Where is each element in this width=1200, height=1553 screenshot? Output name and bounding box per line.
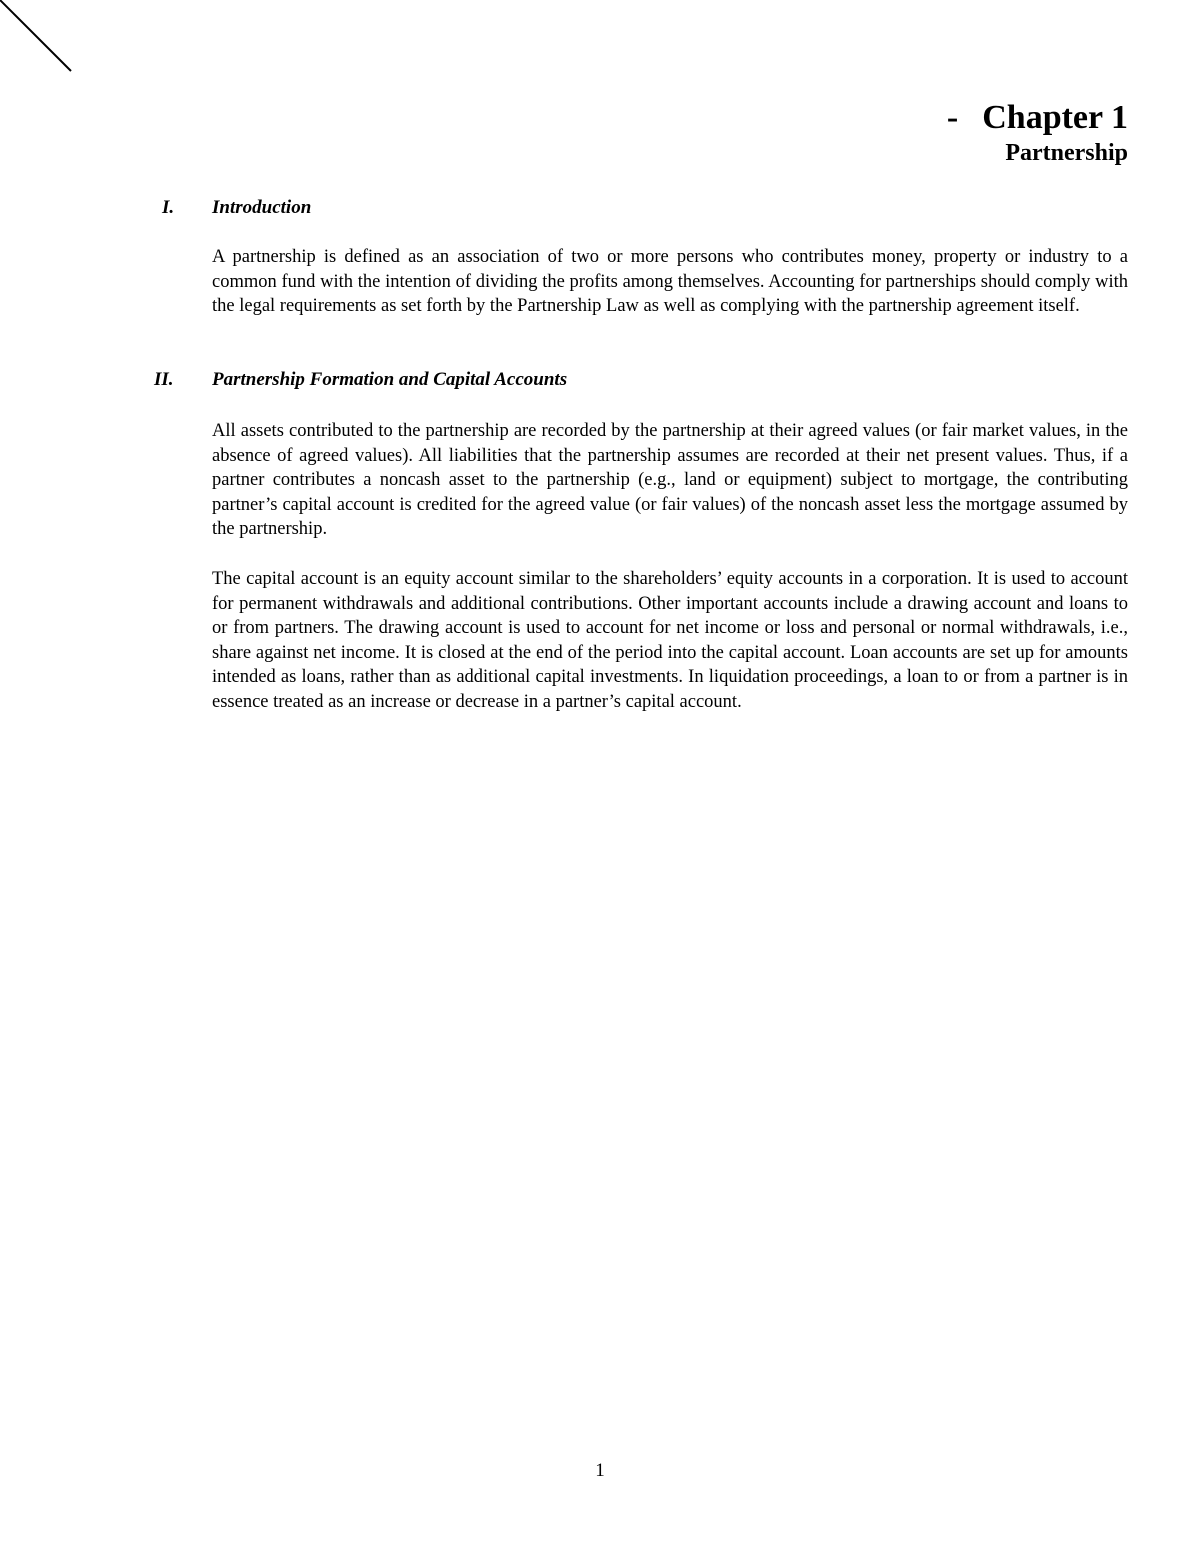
chapter-title-text: Chapter 1 [982, 99, 1128, 136]
section-heading-text: Introduction [212, 197, 312, 218]
section-heading-text: Partnership Formation and Capital Accounts [212, 369, 568, 390]
corner-diagonal-line [0, 0, 80, 80]
chapter-subtitle: Partnership [1005, 140, 1128, 166]
paragraph-assets-contributed: All assets contributed to the partnership are recorded by the partnership at their agreed values (or fair market values, in the absence of agreed values). All liabilities that the partnership assumes are recorded at their net present values. Thus, if a partner contributes a noncash asset to the partnership (e.g., land or equipment) subject to mortgage, the contributing partner’s capital account is credited for the agreed value (or fair values) of the noncash asset less the mortgage assumed by the partnership. [212, 421, 1128, 540]
paragraph-capital-account: The capital account is an equity account similar to the shareholders’ equity accounts in a corporation. It is used to account for permanent withdrawals and additional contributions. Other important accounts include a drawing account and loans to or from partners. The drawing account is used to account for net income or loss and personal or normal withdrawals, i.e., share against net income. It is closed at the end of the period into the capital account. Loan accounts are set up for amounts intended as loans, rather than as additional capital investments. In liquidation proceedings, a loan to or from a partner is in essence treated as an increase or decrease in a partner’s capital account. [212, 569, 1128, 712]
chapter-dash: - [946, 99, 959, 136]
paragraph-introduction: A partnership is defined as an association of two or more persons who contributes money, property or industry to a common fund with the intention of dividing the profits among themselves. Accounting for partnerships should comply with the legal requirements as set forth by the Partnership Law as well as complying with the partnership agreement itself. [212, 247, 1128, 317]
chapter-header [947, 98, 1128, 168]
section-numeral: II. [154, 369, 174, 390]
section-numeral: I. [162, 197, 175, 218]
chapter-title [947, 98, 1128, 138]
page-number: 1 [595, 1460, 605, 1481]
